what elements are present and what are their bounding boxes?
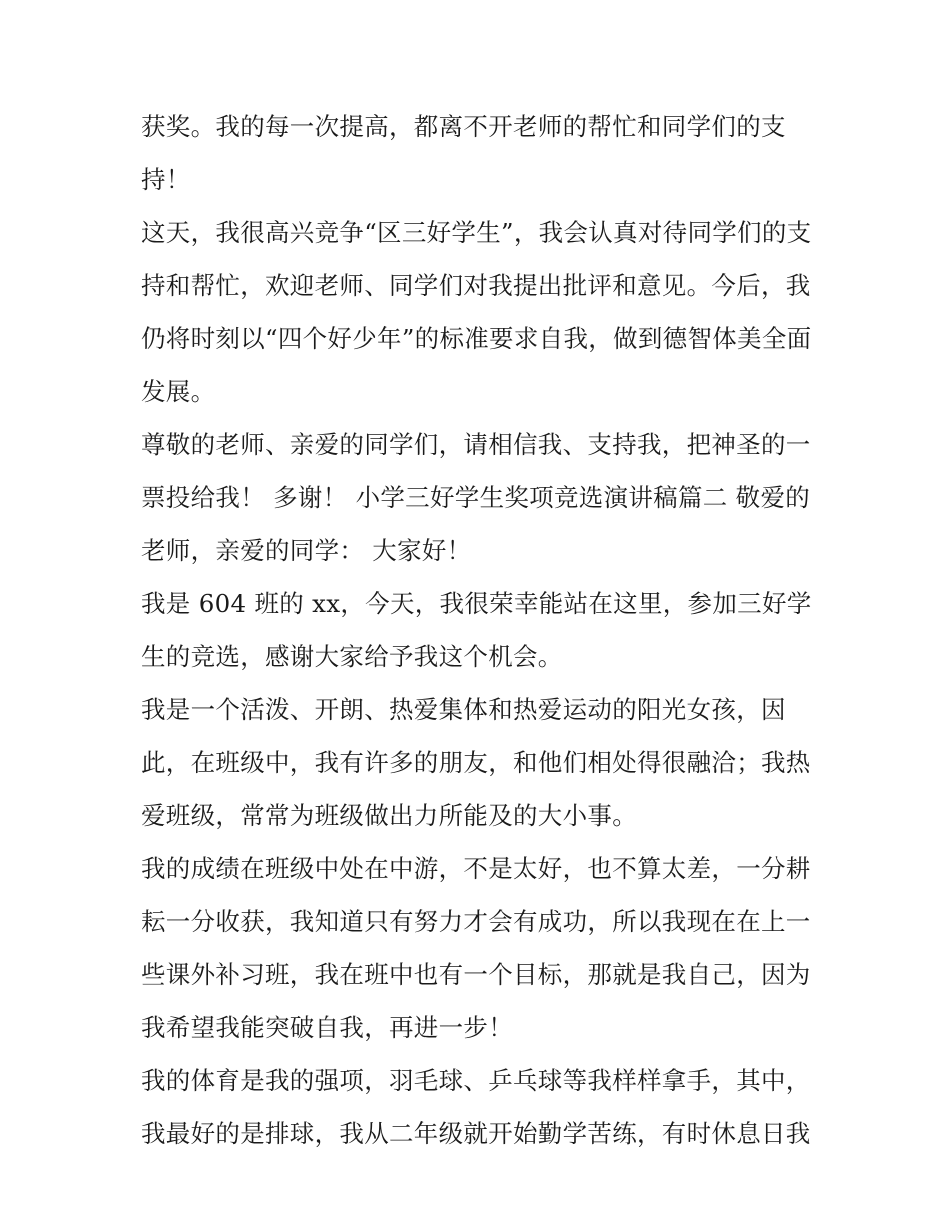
- text-line: 票投给我！ 多谢！ 小学三好学生奖项竞选演讲稿篇二 敬爱的: [141, 483, 811, 512]
- text-line: 此，在班级中，我有许多的朋友，和他们相处得很融洽；我热: [141, 748, 811, 777]
- text-line: 仍将时刻以“四个好少年”的标准要求自我，做到德智体美全面: [141, 324, 812, 353]
- text-line: 我最好的是排球，我从二年级就开始勤学苦练，有时休息日我: [141, 1119, 811, 1148]
- text-line: 些课外补习班，我在班中也有一个目标，那就是我自己，因为: [141, 960, 811, 989]
- text-line: 这天，我很高兴竞争“区三好学生”，我会认真对待同学们的支: [141, 218, 812, 247]
- text-line: 我的成绩在班级中处在中游，不是太好，也不算太差，一分耕: [141, 854, 811, 883]
- text-line: 获奖。我的每一次提高，都离不开老师的帮忙和同学们的支: [141, 112, 786, 141]
- text-line: 爱班级，常常为班级做出力所能及的大小事。: [141, 801, 637, 830]
- text-line: 耘一分收获，我知道只有努力才会有成功，所以我现在在上一: [141, 907, 811, 936]
- text-line: 持！: [141, 165, 191, 194]
- text-line: 老师，亲爱的同学： 大家好！: [141, 536, 472, 565]
- text-line: 持和帮忙，欢迎老师、同学们对我提出批评和意见。今后，我: [141, 271, 811, 300]
- text-line: 我是一个活泼、开朗、热爱集体和热爱运动的阳光女孩，因: [141, 695, 786, 724]
- text-line: 发展。: [141, 377, 216, 406]
- text-line: 我希望我能突破自我，再进一步！: [141, 1013, 513, 1042]
- text-line: 尊敬的老师、亲爱的同学们，请相信我、支持我，把神圣的一: [141, 430, 811, 459]
- text-line: 我是 604 班的 xx，今天，我很荣幸能站在这里，参加三好学: [141, 589, 812, 618]
- text-line: 生的竞选，感谢大家给予我这个机会。: [141, 642, 563, 671]
- text-line: 我的体育是我的强项，羽毛球、乒乓球等我样样拿手，其中，: [141, 1066, 811, 1095]
